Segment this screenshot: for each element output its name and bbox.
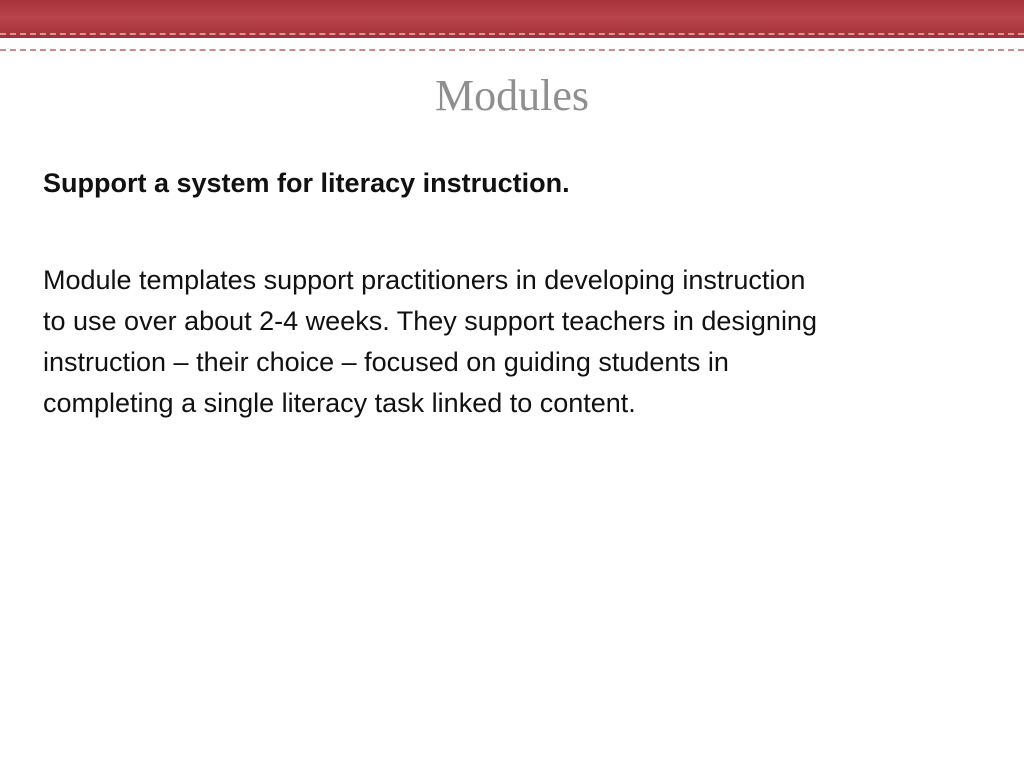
body-line: instruction – their choice – focused on guiding students in [43, 347, 729, 377]
banner-stitching-bottom [0, 49, 1024, 51]
banner-stitching-top [0, 33, 1024, 35]
body-line: Module templates support practitioners in developing instruction [43, 265, 806, 295]
body-line: to use over about 2-4 weeks. They support teachers in designing [43, 306, 817, 336]
body-line: completing a single literacy task linked to content. [43, 388, 636, 418]
body-paragraph [43, 260, 963, 424]
slide-title: Modules [435, 71, 589, 120]
slide-heading: Support a system for literacy instruction. [43, 168, 570, 198]
